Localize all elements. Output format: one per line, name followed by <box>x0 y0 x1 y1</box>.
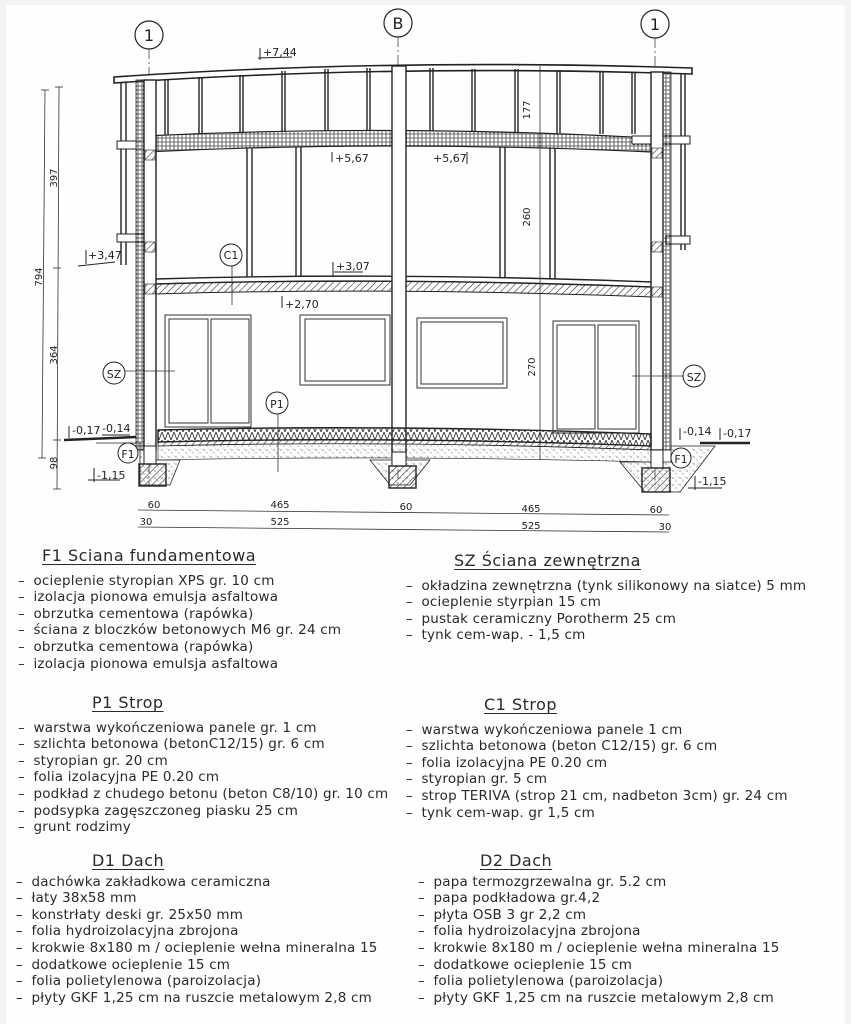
svg-text:794: 794 <box>34 267 45 287</box>
list-item: – płyty GKF 1,25 cm na ruszcie metalowym 2,8 cm <box>418 990 780 1007</box>
spec-sz-exterior-wall <box>406 553 806 644</box>
list-item: – folia izolacyjna PE 0.20 cm <box>18 769 388 786</box>
svg-text:+2,70: +2,70 <box>285 298 319 311</box>
level-footing-right <box>688 475 726 490</box>
list-item: – folia polietylenowa (paroizolacja) <box>418 973 780 990</box>
svg-text:60: 60 <box>147 500 161 511</box>
list-item: – okładzina zewnętrzna (tynk silikonowy na siatce) 5 mm <box>406 578 806 595</box>
svg-text:+7,44: +7,44 <box>263 46 297 59</box>
list-item: – krokwie 8x180 m / ocieplenie wełna mineralna 15 <box>418 940 780 957</box>
svg-text:60: 60 <box>399 502 413 513</box>
svg-text:525: 525 <box>521 521 541 532</box>
svg-text:270: 270 <box>527 357 538 377</box>
svg-text:364: 364 <box>49 345 60 365</box>
list-item: – tynk cem-wap. - 1,5 cm <box>406 627 806 644</box>
list-item: – szlichta betonowa (beton C12/15) gr. 6 cm <box>406 738 788 755</box>
svg-text:525: 525 <box>270 517 290 528</box>
list-item: – folia hydroizolacyjna zbrojona <box>16 923 378 940</box>
list-item: – folia polietylenowa (paroizolacja) <box>16 973 378 990</box>
level-upper-ceiling-right <box>433 152 467 165</box>
spec-title: D2 Dach <box>480 851 553 870</box>
list-item: – styropian gr. 5 cm <box>406 771 788 788</box>
svg-text:465: 465 <box>521 504 541 515</box>
level-roof-top <box>258 46 297 60</box>
svg-text:30: 30 <box>139 517 153 528</box>
spec-list <box>18 573 341 673</box>
list-item: – izolacja pionowa emulsja asfaltowa <box>18 589 341 606</box>
list-item: – podkład z chudego betonu (beton C8/10) gr. 10 cm <box>18 786 388 803</box>
spec-title: D1 Dach <box>92 851 165 870</box>
list-item: – izolacja pionowa emulsja asfaltowa <box>18 656 341 673</box>
svg-text:F1: F1 <box>121 448 135 461</box>
list-item: – styropian gr. 20 cm <box>18 753 388 770</box>
svg-text:-0,14: -0,14 <box>102 422 131 435</box>
svg-text:98: 98 <box>49 456 60 470</box>
svg-text:P1: P1 <box>270 398 284 411</box>
list-item: – obrzutka cementowa (rapówka) <box>18 606 341 623</box>
list-item: – folia izolacyjna PE 0.20 cm <box>406 755 788 772</box>
level-ground-right <box>680 425 751 440</box>
svg-text:177: 177 <box>522 100 533 120</box>
list-item: – konstrłaty deski gr. 25x50 mm <box>16 907 378 924</box>
list-item: – papa termozgrzewalna gr. 5.2 cm <box>418 874 780 891</box>
svg-text:SZ: SZ <box>686 371 702 384</box>
list-item: – podsypka zagęszczoneg piasku 25 cm <box>18 803 388 820</box>
svg-text:30: 30 <box>658 522 672 533</box>
list-item: – ocieplenie styropian XPS gr. 10 cm <box>18 573 341 590</box>
level-first-floor <box>333 260 370 276</box>
list-item: – ocieplenie styrpian 15 cm <box>406 594 806 611</box>
svg-text:+3,07: +3,07 <box>336 260 370 273</box>
list-item: – tynk cem-wap. gr 1,5 cm <box>406 805 788 822</box>
level-terrace <box>78 249 122 266</box>
svg-text:+5,67: +5,67 <box>335 152 369 165</box>
list-item: – papa podkładowa gr.4,2 <box>418 890 780 907</box>
ground-floor-slab <box>158 428 690 490</box>
svg-text:1: 1 <box>143 26 155 45</box>
exterior-wall-right <box>651 72 671 450</box>
svg-text:F1: F1 <box>674 453 688 466</box>
list-item: – folia hydroizolacyjna zbrojona <box>418 923 780 940</box>
svg-text:397: 397 <box>49 168 60 188</box>
spec-title: F1 Sciana fundamentowa <box>42 546 257 565</box>
spec-d2-roof <box>418 853 780 1006</box>
tag-c1 <box>220 244 242 305</box>
spec-list <box>406 722 788 822</box>
svg-text:+5,67: +5,67 <box>433 152 467 165</box>
level-upper-ceiling-left <box>332 152 369 165</box>
list-item: – warstwa wykończeniowa panele 1 cm <box>406 722 788 739</box>
list-item: – obrzutka cementowa (rapówka) <box>18 639 341 656</box>
list-item: – strop TERIVA (strop 21 cm, nadbeton 3cm) gr. 24 cm <box>406 788 788 805</box>
tag-f1-left <box>118 443 138 463</box>
spec-list <box>418 874 780 1007</box>
spec-f1-foundation-wall <box>18 548 341 672</box>
horizontal-dimensions <box>138 510 669 532</box>
list-item: – dachówka zakładkowa ceramiczna <box>16 874 378 891</box>
list-item: – płyty GKF 1,25 cm na ruszcie metalowym 2,8 cm <box>16 990 378 1007</box>
spec-list <box>16 874 378 1007</box>
spec-list <box>406 578 806 644</box>
spec-title: P1 Strop <box>92 693 164 712</box>
list-item: – łaty 38x58 mm <box>16 890 378 907</box>
spec-list <box>18 720 388 836</box>
svg-text:-1,15: -1,15 <box>698 475 727 488</box>
tag-f1-right <box>671 448 691 468</box>
spec-c1-ceiling <box>406 697 788 821</box>
spec-title: C1 Strop <box>484 695 558 714</box>
list-item: – warstwa wykończeniowa panele gr. 1 cm <box>18 720 388 737</box>
spec-p1-floor <box>18 695 388 836</box>
interior-wall-middle <box>392 66 406 456</box>
spec-d1-roof <box>16 853 378 1006</box>
list-item: – ściana z bloczków betonowych M6 gr. 24 cm <box>18 622 341 639</box>
svg-text:-0,14: -0,14 <box>683 425 712 438</box>
exterior-wall-left <box>136 80 156 450</box>
svg-text:60: 60 <box>649 505 663 516</box>
svg-text:+3,47: +3,47 <box>88 249 122 262</box>
list-item: – krokwie 8x180 m / ocieplenie wełna mineralna 15 <box>16 940 378 957</box>
level-ground-left <box>69 422 130 438</box>
list-item: – dodatkowe ocieplenie 15 cm <box>16 957 378 974</box>
level-footing-left <box>88 468 125 482</box>
svg-text:SZ: SZ <box>106 368 122 381</box>
svg-text:B: B <box>392 14 404 33</box>
svg-text:-1,15: -1,15 <box>97 469 126 482</box>
list-item: – pustak ceramiczny Porotherm 25 cm <box>406 611 806 628</box>
svg-text:260: 260 <box>522 207 533 227</box>
spec-title: SZ Ściana zewnętrzna <box>454 551 641 570</box>
list-item: – płyta OSB 3 gr 2,2 cm <box>418 907 780 924</box>
list-item: – dodatkowe ocieplenie 15 cm <box>418 957 780 974</box>
svg-text:1: 1 <box>649 15 661 34</box>
level-ground-ceiling <box>282 296 319 311</box>
svg-text:C1: C1 <box>223 249 239 262</box>
list-item: – grunt rodzimy <box>18 819 388 836</box>
svg-text:-0,17: -0,17 <box>723 427 752 440</box>
list-item: – szlichta betonowa (betonC12/15) gr. 6 cm <box>18 736 388 753</box>
svg-text:-0,17: -0,17 <box>72 424 101 437</box>
svg-text:465: 465 <box>270 500 290 511</box>
